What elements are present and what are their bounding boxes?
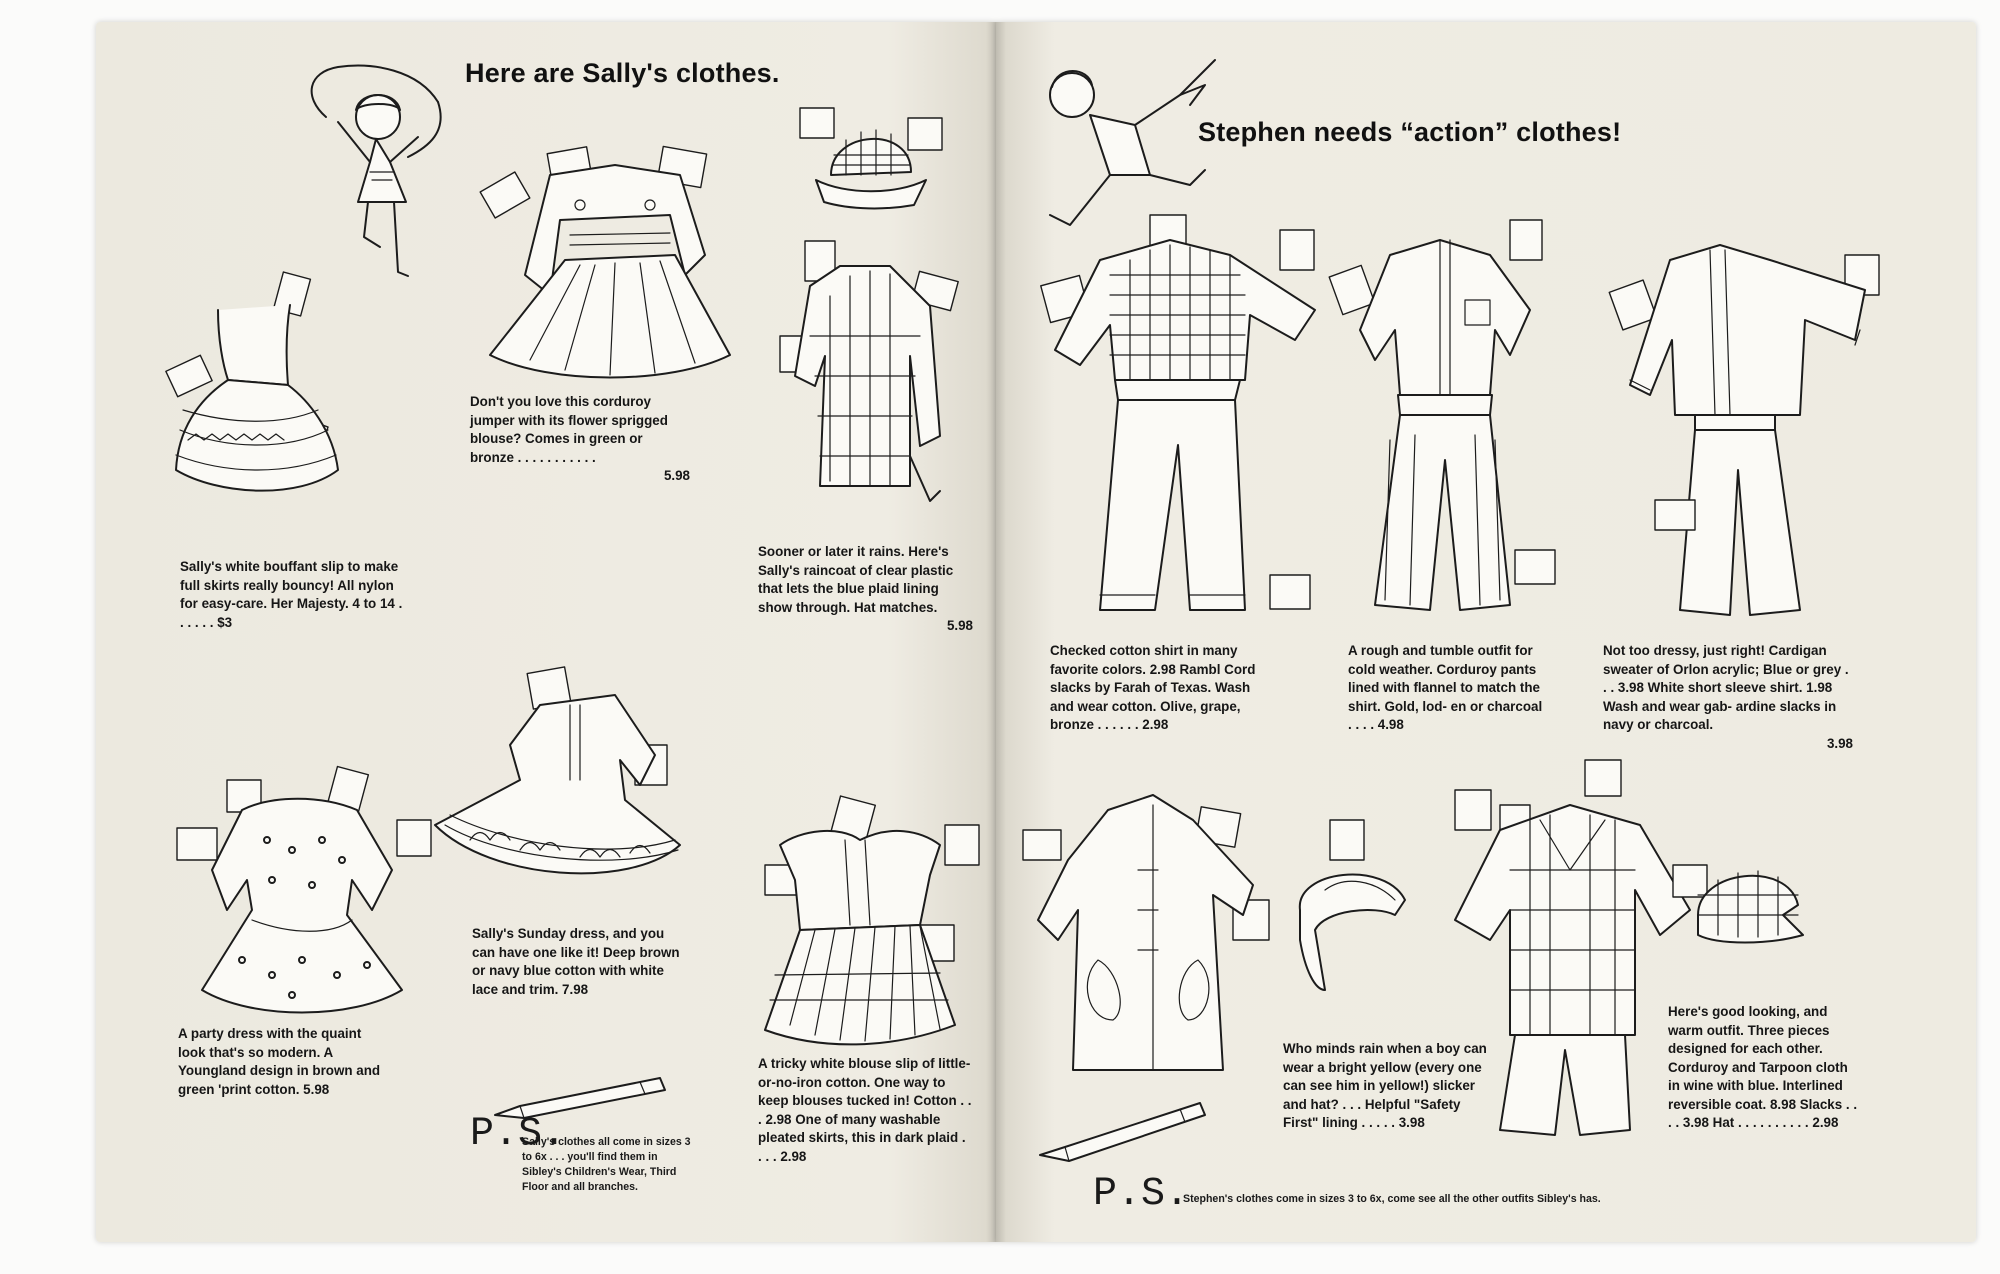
plaid-rain-hat-illustration [796,100,946,210]
sunday-dress-caption: Sally's Sunday dress, and you can have one like it! Deep brown or navy blue cotton with white lace and trim. 7.98 [472,926,680,997]
rain-slicker-caption: Who minds rain when a boy can wear a bright yellow (every one can see him in yellow!) slicker and hat? . . . Helpful "Safety First" lining . . . . . 3.98 [1283,1041,1487,1130]
stephen-boy-illustration [1040,55,1230,235]
bouffant-slip-illustration [158,270,348,550]
warm-outfit-caption: Here's good looking, and warm outfit. Three pieces designed for each other. Corduroy and Tarpoon cloth in wine with blue. Interlined reversible coat. 8.98 Slacks . . . . 3.98 Hat . . . . . . . . . . 2.98 [1668,1004,1858,1130]
left-ps-mark: P.S. [470,1112,567,1157]
bouffant-slip-caption: Sally's white bouffant slip to make full skirts really bouncy! All nylon for easy-care. Her Majesty. 4 to 14 . . . . . . $3 [180,559,403,630]
party-dress-illustration [172,760,442,1030]
slicker-hat-illustration [1285,820,1415,1000]
sunday-dress-illustration [430,665,690,895]
sally-girl-illustration [298,62,458,287]
left-page-title: Here are Sally's clothes. [465,58,780,88]
blouse-and-pleated-skirt-illustration [740,795,990,1055]
booklet-spine [986,22,1006,1242]
cardigan-outfit-illustration [1610,230,1890,650]
pencil-icon [1035,1095,1210,1165]
party-dress-caption: A party dress with the quaint look that's so modern. A Youngland design in brown and green 'print cotton. 5.98 [178,1026,381,1097]
slicker-coat-illustration [1018,780,1278,1090]
rough-outfit-caption: A rough and tumble outfit for cold weather. Corduroy pants lined with flannel to match the shirt. Gold, lod- en or charcoal . . . . 4.98 [1348,643,1543,732]
blouse-slip-caption: A tricky white blouse slip of little-or-no-iron cotton. One way to keep blouses tucked in! Cotton . . . 2.98 One of many washable pleated skirts, this in dark plaid . . . . 2.98 [758,1056,972,1164]
right-ps-note: Stephen's clothes come in sizes 3 to 6x, come see all the other outfits Sibley's has. [1183,1193,1601,1205]
left-ps-note: Sally's clothes all come in sizes 3 to 6x . . . you'll find them in Sibley's Children's Wear, Third Floor and all branches. [522,1136,691,1193]
raincoat-caption: Sooner or later it rains. Here's Sally's raincoat of clear plastic that lets the blue plaid lining show through. Hat matches. 5.98 [758,544,973,633]
right-page-title: Stephen needs “action” clothes! [1198,117,1622,147]
plaid-cap-illustration [1668,835,1818,965]
cardigan-caption: Not too dressy, just right! Cardigan sweater of Orlon acrylic; Blue or grey . . . 3.98 White short sleeve shirt. 1.98 Wash and wear gab- ardine slacks in navy or charcoal. 3.98 [1603,643,1853,751]
right-ps-mark: P.S. [1093,1172,1190,1217]
corduroy-jumper-illustration [470,145,760,395]
corduroy-outfit-illustration [1330,220,1570,650]
plaid-raincoat-illustration [770,236,970,506]
checked-shirt-and-slacks-illustration [1040,215,1340,645]
jumper-caption: Don't you love this corduroy jumper with its flower sprigged blouse? Comes in green or bronze . . . . . . . . . . . 5.98 [470,394,690,483]
checked-shirt-caption: Checked cotton shirt in many favorite colors. 2.98 Rambl Cord slacks by Farah of Texas. Wash and wear cotton. Olive, grape, bronze . . . . . . 2.98 [1050,643,1256,732]
